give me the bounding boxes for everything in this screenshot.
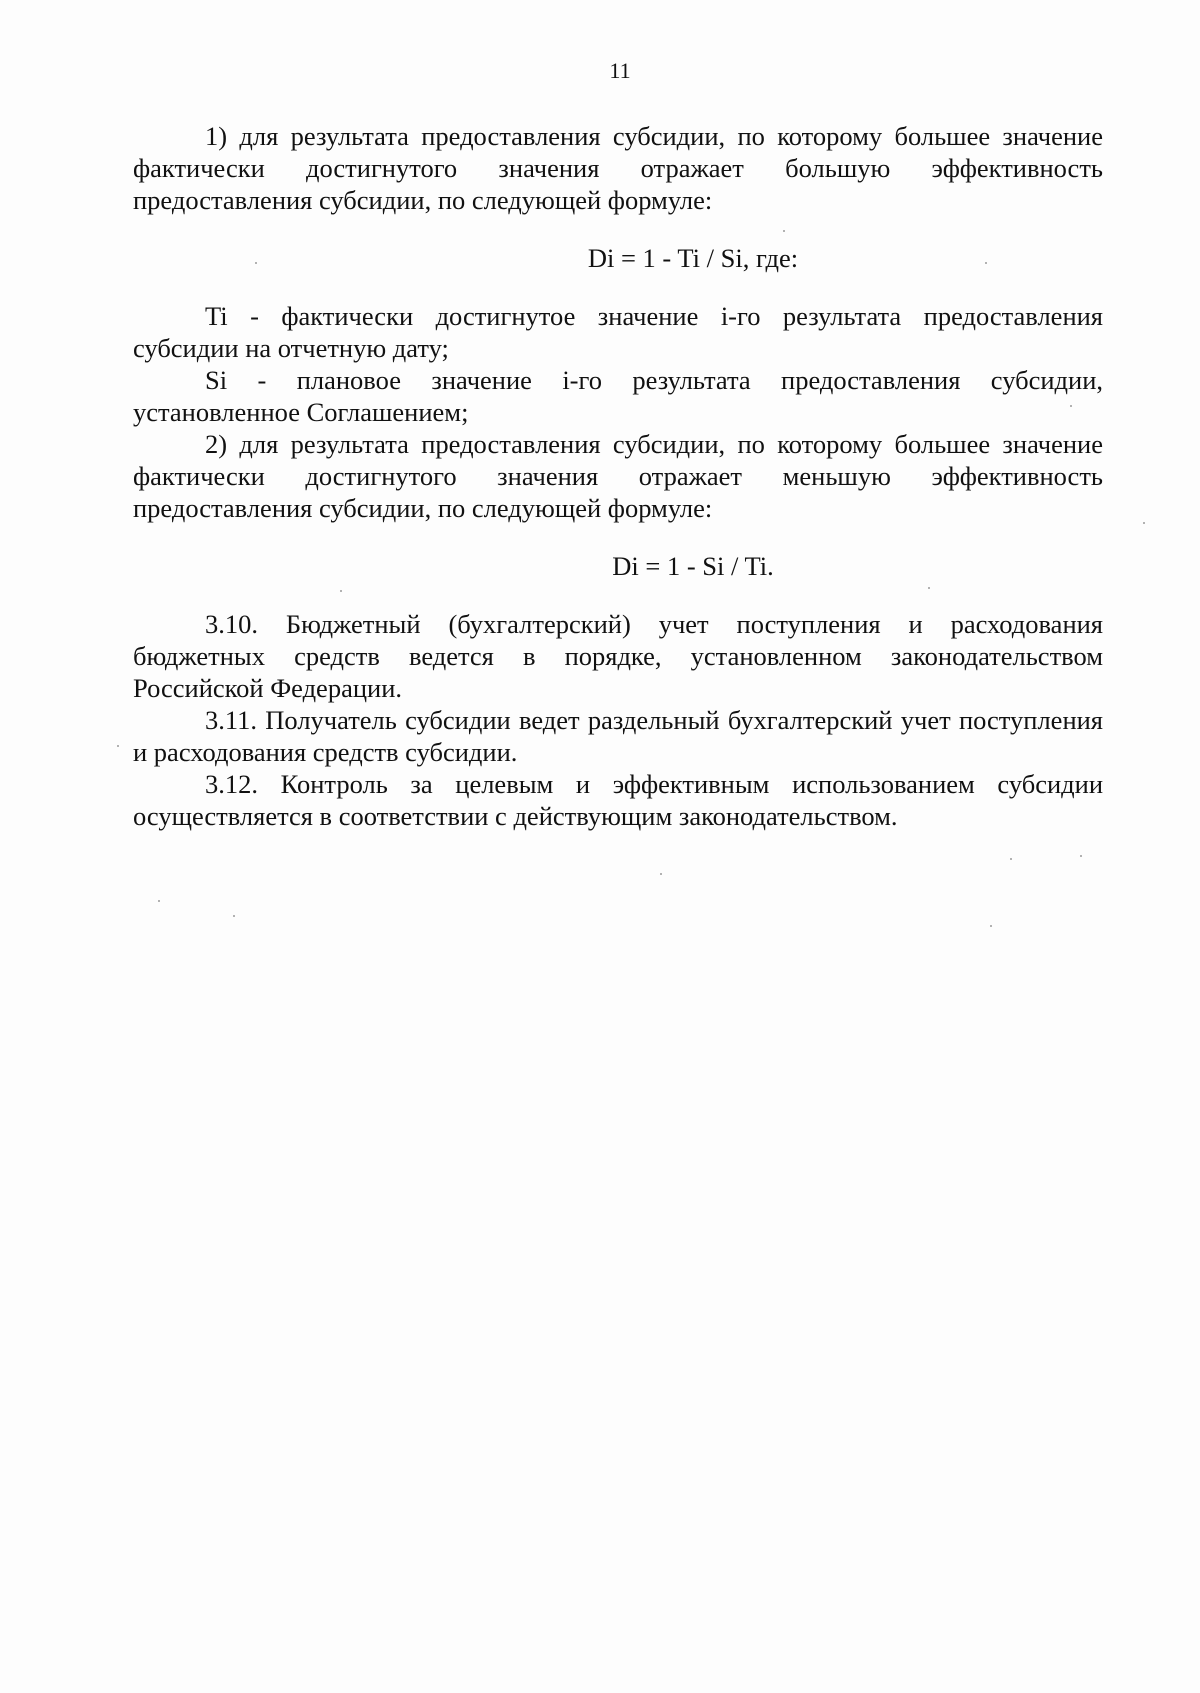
formula-2: Di = 1 - Si / Ti.: [612, 551, 774, 581]
scan-speck: [783, 230, 785, 232]
scan-speck: [928, 587, 930, 589]
paragraph-item-2: 2) для результата предоставления субсидии, по которому большее значение фактически достигнутого значения отражает меньшую эффективность предоставления субсидии, по следующей формуле:: [133, 429, 1103, 523]
scan-speck: [1070, 405, 1072, 407]
scan-speck: [340, 590, 342, 592]
scan-speck: [1143, 522, 1145, 524]
formula-1: Di = 1 - Ti / Si, где:: [587, 243, 799, 273]
paragraph-item-1: 1) для результата предоставления субсидии, по которому большее значение фактически достигнутого значения отражает большую эффективность предоставления субсидии, по следующей формуле:: [133, 121, 1103, 215]
document-body: [133, 120, 1103, 832]
page-number: 11: [609, 58, 631, 83]
paragraph-si-definition: Si - плановое значение i-го результата предоставления субсидии, установленное Соглашением;: [133, 365, 1103, 427]
paragraph-ti-definition: Ti - фактически достигнутое значение i-го результата предоставления субсидии на отчетную дату;: [133, 301, 1103, 363]
scan-speck: [233, 915, 235, 917]
scan-speck: [990, 925, 992, 927]
scan-speck: [660, 873, 662, 875]
scan-speck: [1010, 858, 1012, 860]
paragraph-3-12: 3.12. Контроль за целевым и эффективным использованием субсидии осуществляется в соответствии с действующим законодательством.: [133, 769, 1103, 831]
scan-speck: [158, 900, 160, 902]
paragraph-3-11: 3.11. Получатель субсидии ведет раздельный бухгалтерский учет поступления и расходования средств субсидии.: [133, 705, 1103, 767]
scan-speck: [117, 745, 119, 747]
scan-speck: [985, 262, 987, 264]
paragraph-3-10: 3.10. Бюджетный (бухгалтерский) учет поступления и расходования бюджетных средств ведется в порядке, установленном законодательством Российской Федерации.: [133, 609, 1103, 703]
scan-speck: [1080, 855, 1082, 857]
scan-speck: [255, 262, 257, 264]
